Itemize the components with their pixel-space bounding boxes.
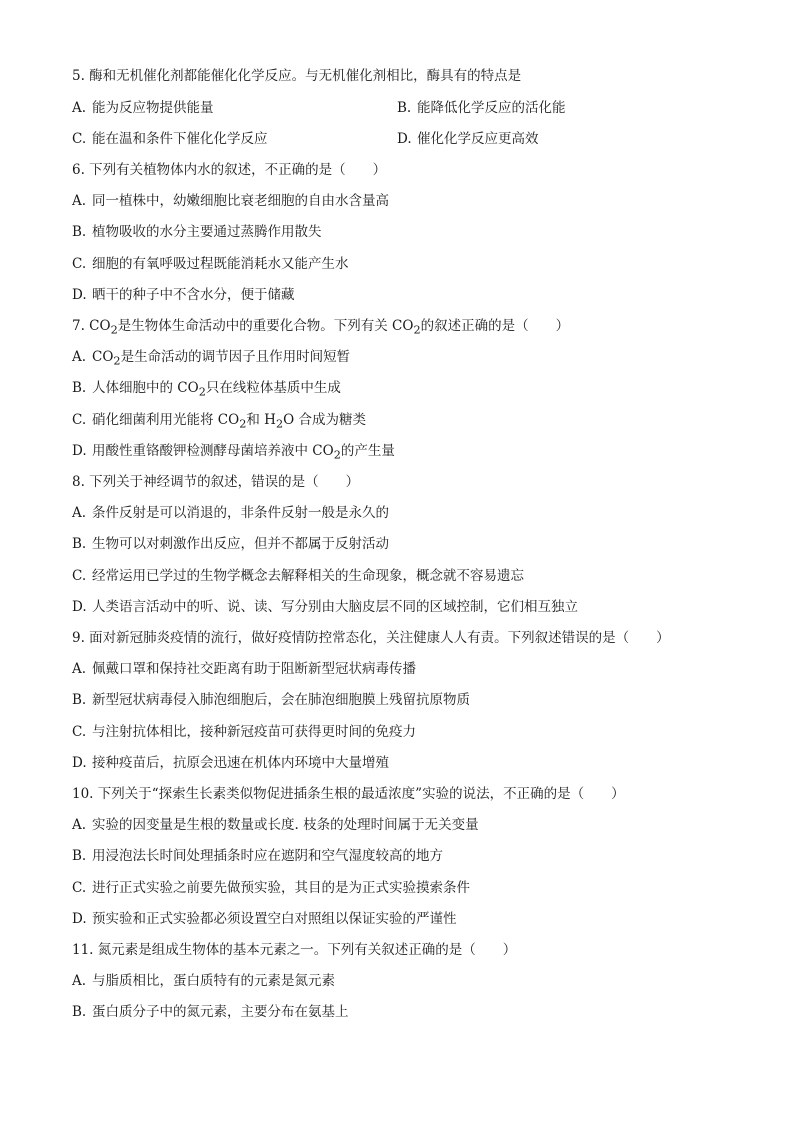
subscript: 2 [110, 323, 118, 337]
question-11-option-b [72, 1002, 754, 1022]
question-6-option-a [72, 191, 754, 211]
question-10-option-a [72, 815, 754, 835]
option-label: C. [72, 568, 87, 584]
question-10-option-c [72, 878, 754, 898]
option-label: A. [72, 349, 87, 365]
option-text: 用浸泡法长时间处理插条时应在遮阴和空气湿度较高的地方 [92, 848, 443, 864]
option-label: B. [72, 224, 87, 240]
option-label: C. [72, 131, 87, 147]
question-8-stem: 8. 下列关于神经调节的叙述，错误的是（ ） [72, 474, 360, 490]
question-8-option-a [72, 503, 754, 523]
option-label: A. [72, 193, 87, 209]
option-label: A. [72, 973, 87, 989]
option-text: 晒干的种子中不含水分，便于储藏 [92, 287, 295, 303]
option-label: A. [72, 100, 87, 116]
option-label: D. [72, 599, 87, 615]
question-9-option-d [72, 753, 754, 773]
option-text: 蛋白质分子中的氮元素，主要分布在氨基上 [92, 1004, 349, 1020]
option-label: A. [72, 505, 87, 521]
option-text: 能降低化学反应的活化能 [417, 100, 566, 116]
stem-part: 的叙述正确的是（ ） [420, 318, 570, 334]
option-text: 的产生量 [340, 443, 395, 459]
question-6-option-b [72, 222, 754, 242]
option-label: C. [72, 724, 87, 740]
option-label: B. [397, 100, 412, 116]
option-label: C. [72, 880, 87, 896]
question-10-option-d [72, 909, 754, 929]
option-label: A. [72, 817, 87, 833]
option-text: 生物可以对刺激作出反应，但并不都属于反射活动 [92, 536, 389, 552]
question-11-option-a [72, 971, 754, 991]
stem-part: 7. CO [72, 318, 111, 334]
question-7-option-b [72, 378, 754, 403]
question-9-option-c [72, 722, 754, 742]
option-label: B. [72, 848, 87, 864]
question-5-stem: 5. 酶和无机催化剂都能催化化学反应。与无机催化剂相比，酶具有的特点是 [72, 68, 522, 84]
option-text: 条件反射是可以消退的，非条件反射一般是永久的 [92, 505, 389, 521]
question-6-option-c [72, 254, 754, 274]
stem-part: 是生物体生命活动中的重要化合物。下列有关 CO [117, 318, 414, 334]
question-6-option-d [72, 285, 754, 305]
option-label: D. [72, 755, 87, 771]
option-text: 能在温和条件下催化化学反应 [92, 131, 268, 147]
option-label: D. [397, 131, 412, 147]
option-text: 是生命活动的调节因子且作用时间短暂 [120, 349, 351, 365]
question-7-option-d [72, 441, 754, 466]
question-9-option-a [72, 659, 754, 679]
option-text: 佩戴口罩和保持社交距离有助于阻断新型冠状病毒传播 [92, 661, 416, 677]
option-label: C. [72, 412, 87, 428]
subscript: 2 [198, 385, 206, 399]
question-7-option-c [72, 410, 754, 435]
question-5-option-d [397, 129, 539, 149]
question-5-option-a [72, 98, 214, 118]
question-5-option-b [397, 98, 566, 118]
option-text: 人类语言活动中的听、说、读、写分别由大脑皮层不同的区域控制，它们相互独立 [92, 599, 578, 615]
subscript: 2 [113, 354, 121, 368]
option-text: 人体细胞中的 CO [92, 380, 199, 396]
subscript: 2 [413, 323, 421, 337]
question-7-stem [72, 316, 754, 341]
subscript: 2 [333, 448, 341, 462]
option-text: 能为反应物提供能量 [92, 100, 214, 116]
question-9-stem: 9. 面对新冠肺炎疫情的流行，做好疫情防控常态化，关注健康人人有责。下列叙述错误的是（ ） [72, 630, 670, 646]
option-text: 催化化学反应更高效 [417, 131, 539, 147]
question-7-option-a [72, 347, 754, 372]
question-8-option-b [72, 534, 754, 554]
option-text: 同一植株中，幼嫩细胞比衰老细胞的自由水含量高 [92, 193, 389, 209]
question-9-option-b [72, 690, 754, 710]
option-text: CO [92, 349, 114, 365]
option-text: 实验的因变量是生根的数量或长度. 枝条的处理时间属于无关变量 [92, 817, 479, 833]
option-label: B. [72, 1004, 87, 1020]
question-6-stem: 6. 下列有关植物体内水的叙述，不正确的是（ ） [72, 162, 387, 178]
subscript: 2 [239, 417, 247, 431]
option-text: O 合成为糖类 [283, 412, 366, 428]
option-text: 只在线粒体基质中生成 [205, 380, 341, 396]
question-5-option-c [72, 129, 268, 149]
option-label: B. [72, 692, 87, 708]
question-10-stem: 10. 下列关于“探索生长素类似物促进插条生根的最适浓度”实验的说法，不正确的是（ ） [72, 786, 625, 802]
option-label: C. [72, 256, 87, 272]
question-8-option-c [72, 566, 754, 586]
option-label: A. [72, 661, 87, 677]
option-label: D. [72, 287, 87, 303]
option-text: 进行正式实验之前要先做预实验，其目的是为正式实验摸索条件 [92, 880, 470, 896]
option-text: 用酸性重铬酸钾检测酵母菌培养液中 CO [92, 443, 334, 459]
question-10-option-b [72, 846, 754, 866]
option-text: 预实验和正式实验都必须设置空白对照组以保证实验的严谨性 [92, 911, 457, 927]
option-text: 新型冠状病毒侵入肺泡细胞后，会在肺泡细胞膜上残留抗原物质 [92, 692, 470, 708]
option-label: D. [72, 443, 87, 459]
option-label: B. [72, 536, 87, 552]
option-text: 细胞的有氧呼吸过程既能消耗水又能产生水 [92, 256, 349, 272]
option-text: 硝化细菌利用光能将 CO [92, 412, 240, 428]
option-text: 与脂质相比，蛋白质特有的元素是氮元素 [92, 973, 335, 989]
option-label: D. [72, 911, 87, 927]
option-text: 植物吸收的水分主要通过蒸腾作用散失 [92, 224, 322, 240]
option-text: 经常运用已学过的生物学概念去解释相关的生命现象，概念就不容易遗忘 [92, 568, 524, 584]
question-11-stem: 11. 氮元素是组成生物体的基本元素之一。下列有关叙述正确的是（ ） [72, 942, 517, 958]
option-text: 和 H [246, 412, 276, 428]
option-text: 与注射抗体相比，接种新冠疫苗可获得更时间的免疫力 [92, 724, 416, 740]
option-text: 接种疫苗后，抗原会迅速在机体内环境中大量增殖 [92, 755, 389, 771]
subscript: 2 [275, 417, 284, 431]
option-label: B. [72, 380, 87, 396]
question-8-option-d [72, 597, 754, 617]
